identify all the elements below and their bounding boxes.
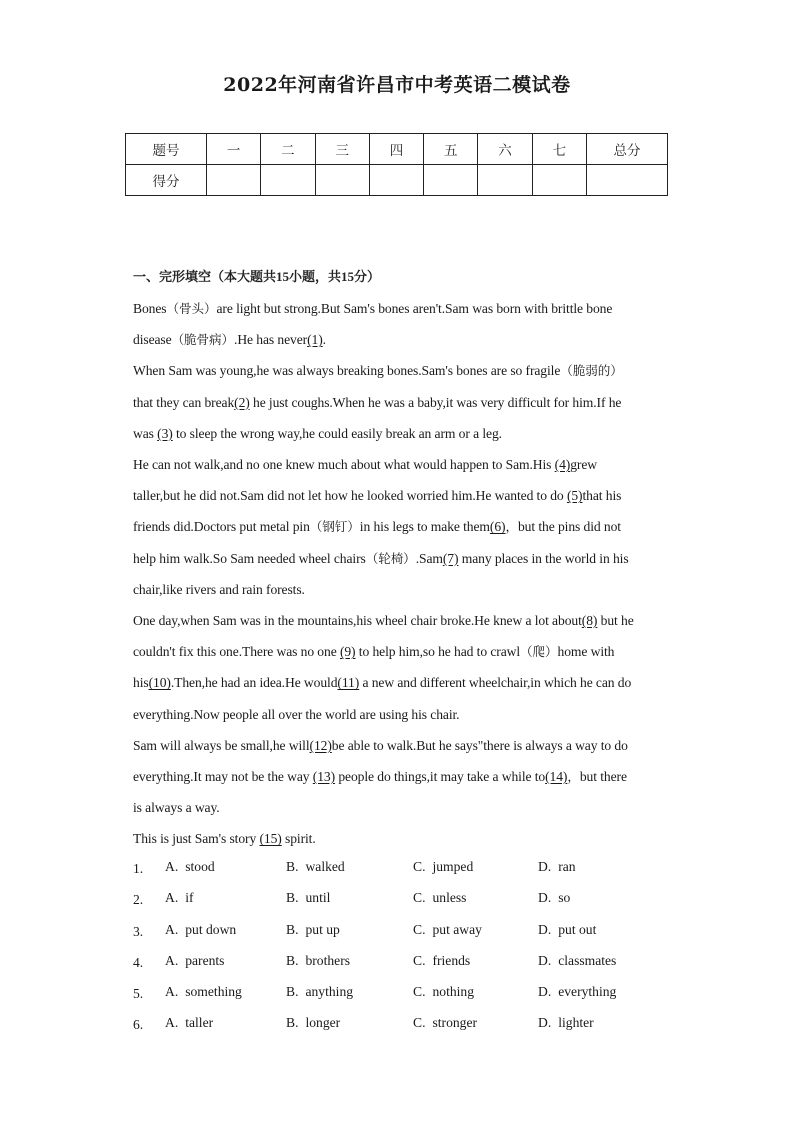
- option-text: unless: [432, 890, 467, 906]
- option-letter: D.: [538, 859, 552, 874]
- passage-line: [133, 761, 663, 792]
- blank-marker: (4): [554, 457, 571, 473]
- score-cell: [587, 165, 668, 196]
- section-question-count: 15: [276, 269, 290, 284]
- question-row: [133, 886, 663, 917]
- option-text: walked: [305, 859, 345, 874]
- passage-text: Sam will always be small,he will: [133, 737, 310, 753]
- passage-line: [133, 418, 663, 449]
- passage-line: [133, 511, 663, 542]
- passage-line: [133, 449, 663, 480]
- score-table: [125, 133, 668, 196]
- answer-option[interactable]: [413, 922, 482, 938]
- section-heading-mid: 小题，共: [289, 270, 342, 285]
- score-row-label: 得分: [126, 165, 207, 196]
- blank-marker: (11): [337, 675, 360, 691]
- option-text: ran: [558, 859, 576, 874]
- option-letter: A.: [165, 921, 179, 937]
- option-text: brothers: [305, 952, 351, 968]
- question-number: 1.: [133, 861, 144, 876]
- blank-marker: (6): [489, 519, 506, 535]
- option-text: everything: [558, 984, 617, 1000]
- passage-line: [133, 293, 663, 324]
- passage-text: disease: [133, 332, 172, 348]
- section-points: 15: [341, 269, 355, 284]
- option-letter: B.: [286, 859, 299, 874]
- passage-text: spirit.: [281, 831, 316, 847]
- passage-text: Bones: [133, 301, 167, 316]
- blank-marker: (13): [312, 769, 336, 785]
- chinese-gloss: ，: [505, 519, 518, 535]
- chinese-gloss: （脆弱的）: [560, 363, 623, 379]
- passage-text: in his legs to make them: [359, 519, 490, 535]
- passage-text: that his: [582, 488, 622, 504]
- cloze-passage: [133, 293, 663, 855]
- option-letter: A.: [165, 859, 179, 874]
- passage-text: are light but strong.But Sam's bones aren't.Sam was born with brittle bone: [216, 301, 613, 316]
- answer-option[interactable]: [165, 953, 224, 969]
- option-letter: A.: [165, 984, 179, 1000]
- passage-text: .Sam: [415, 550, 443, 566]
- section-heading: [133, 266, 380, 285]
- passage-text: everything.Now people all over the world are using his chair.: [133, 706, 460, 722]
- option-letter: C.: [413, 984, 426, 1000]
- option-letter: C.: [413, 921, 426, 937]
- score-cell: [478, 165, 532, 196]
- passage-line: [133, 636, 663, 667]
- option-text: lighter: [558, 1015, 594, 1031]
- passage-text: his: [133, 675, 149, 691]
- passage-text: .Then,he had an idea.He would: [170, 675, 338, 691]
- passage-text: friends did.Doctors put metal pin: [133, 519, 310, 535]
- score-header-cell: 题号: [126, 134, 207, 165]
- option-letter: A.: [165, 890, 179, 906]
- chinese-gloss: （钢钉）: [309, 519, 360, 535]
- option-letter: D.: [538, 1015, 552, 1031]
- option-text: anything: [305, 984, 354, 1000]
- question-row: [133, 918, 663, 949]
- answer-option[interactable]: [413, 859, 473, 875]
- blank-marker: (15): [259, 831, 282, 847]
- passage-line: [133, 480, 663, 511]
- score-header-cell: 二: [261, 134, 315, 165]
- passage-text: home with: [557, 644, 615, 660]
- answer-option[interactable]: [165, 859, 215, 875]
- option-text: put down: [185, 921, 237, 937]
- option-text: put away: [432, 921, 482, 937]
- chinese-gloss: （骨头）: [166, 301, 217, 316]
- option-text: so: [558, 890, 571, 906]
- passage-text: he just coughs.When he was a baby,it was very difficult for him.If he: [249, 394, 622, 410]
- passage-text: many places in the world in his: [458, 550, 629, 566]
- option-letter: C.: [413, 952, 426, 968]
- question-row: [133, 980, 663, 1011]
- option-letter: B.: [286, 890, 299, 906]
- blank-marker: (14): [545, 769, 568, 785]
- score-cell: [532, 165, 586, 196]
- score-cell: [261, 165, 315, 196]
- passage-text: but the pins did not: [517, 519, 621, 535]
- blank-marker: (3): [157, 425, 173, 441]
- answer-option[interactable]: [165, 890, 194, 906]
- passage-text: but he: [597, 613, 634, 629]
- passage-line: [133, 543, 663, 574]
- question-number: 2.: [133, 892, 144, 908]
- passage-text: When Sam was young,he was always breaking bones.Sam's bones are so fragile: [133, 363, 561, 379]
- score-header-cell: 五: [424, 134, 478, 165]
- option-text: friends: [432, 952, 471, 968]
- option-text: jumped: [432, 859, 474, 874]
- score-header-cell: 总分: [587, 134, 668, 165]
- passage-line: [133, 355, 663, 386]
- option-letter: B.: [286, 952, 299, 968]
- blank-marker: (5): [566, 488, 583, 504]
- passage-text: grew: [570, 457, 598, 473]
- score-cell: [315, 165, 369, 196]
- question-number: 5.: [133, 986, 144, 1002]
- passage-text: to help him,so he had to crawl: [355, 644, 521, 660]
- option-text: put up: [305, 921, 340, 937]
- option-text: until: [305, 890, 331, 906]
- blank-marker: (9): [339, 644, 356, 660]
- option-letter: C.: [413, 859, 426, 874]
- option-letter: D.: [538, 921, 552, 937]
- option-letter: A.: [165, 1015, 179, 1031]
- passage-line: [133, 699, 663, 730]
- passage-line: [133, 387, 663, 418]
- passage-text: This is just Sam's story: [133, 831, 260, 847]
- passage-text: a new and different wheelchair,in which he can do: [359, 675, 632, 691]
- answer-option[interactable]: [538, 890, 570, 906]
- option-text: classmates: [558, 952, 617, 968]
- score-cell: [369, 165, 423, 196]
- passage-text: .He has never: [234, 332, 308, 348]
- chinese-gloss: （轮椅）: [365, 550, 416, 566]
- answer-option[interactable]: [413, 953, 470, 969]
- answer-option[interactable]: [286, 1015, 340, 1031]
- score-header-cell: 一: [207, 134, 261, 165]
- passage-line: [133, 792, 663, 823]
- answer-option[interactable]: [413, 890, 466, 906]
- passage-text: everything.It may not be the way: [133, 769, 313, 785]
- passage-line: [133, 574, 663, 605]
- section-heading-suffix: 分）: [354, 270, 381, 285]
- option-letter: B.: [286, 984, 299, 1000]
- blank-marker: (12): [309, 737, 332, 753]
- passage-line: [133, 605, 663, 636]
- passage-text: He can not walk,and no one knew much about what would happen to Sam.His: [133, 457, 555, 473]
- answer-option[interactable]: [165, 1015, 213, 1031]
- blank-marker: (2): [234, 394, 250, 410]
- option-text: parents: [185, 952, 225, 968]
- answer-option[interactable]: [286, 953, 350, 969]
- passage-text: .: [322, 332, 326, 348]
- question-list: [133, 855, 663, 1043]
- score-table-score-row: [126, 165, 668, 196]
- answer-option[interactable]: [286, 984, 353, 1000]
- passage-text: is always a way.: [133, 800, 220, 816]
- answer-option[interactable]: [286, 890, 330, 906]
- option-letter: C.: [413, 890, 426, 906]
- answer-option[interactable]: [538, 984, 616, 1000]
- passage-text: people do things,it may take a while to: [335, 769, 546, 785]
- option-letter: D.: [538, 984, 552, 1000]
- blank-marker: (10): [148, 675, 171, 691]
- page-title: 2022年河南省许昌市中考英语二模试卷: [223, 74, 571, 96]
- question-row: [133, 1011, 663, 1042]
- passage-line: [133, 667, 663, 698]
- answer-option[interactable]: [538, 953, 616, 969]
- answer-option[interactable]: [165, 922, 236, 938]
- chinese-gloss: （脆骨病）: [171, 332, 235, 348]
- question-number: 4.: [133, 954, 144, 970]
- blank-marker: (1): [307, 332, 323, 348]
- passage-text: One day,when Sam was in the mountains,his wheel chair broke.He knew a lot about: [133, 613, 582, 629]
- passage-line: [133, 730, 663, 761]
- option-text: taller: [185, 1015, 214, 1031]
- option-text: longer: [305, 1015, 341, 1031]
- passage-text: that they can break: [133, 394, 235, 410]
- question-row: [133, 949, 663, 980]
- answer-option[interactable]: [165, 984, 242, 1000]
- score-cell: [424, 165, 478, 196]
- option-text: nothing: [432, 984, 475, 1000]
- score-cell: [207, 165, 261, 196]
- option-letter: C.: [413, 1015, 426, 1031]
- option-text: stronger: [432, 1015, 478, 1031]
- score-header-cell: 七: [532, 134, 586, 165]
- answer-option[interactable]: [286, 859, 345, 875]
- blank-marker: (8): [581, 613, 598, 629]
- passage-text: but there: [579, 769, 627, 785]
- score-header-cell: 六: [478, 134, 532, 165]
- answer-option[interactable]: [538, 922, 596, 938]
- answer-option[interactable]: [286, 922, 340, 938]
- passage-text: was: [133, 425, 158, 441]
- passage-text: taller,but he did not.Sam did not let how he looked worried him.He wanted to do: [133, 488, 567, 504]
- answer-option[interactable]: [538, 1015, 594, 1031]
- passage-line: [133, 324, 663, 355]
- chinese-gloss: ，: [567, 769, 580, 785]
- option-text: something: [185, 984, 242, 1000]
- section-heading-prefix: 一、完形填空（本大题共: [133, 270, 277, 285]
- option-letter: A.: [165, 952, 179, 968]
- question-number: 6.: [133, 1017, 144, 1033]
- question-number: 3.: [133, 923, 144, 939]
- passage-text: couldn't fix this one.There was no one: [133, 644, 340, 660]
- option-letter: D.: [538, 890, 552, 906]
- chinese-gloss: （爬）: [520, 644, 558, 660]
- score-header-cell: 四: [369, 134, 423, 165]
- passage-text: be able to walk.But he says"there is always a way to do: [331, 737, 628, 753]
- option-text: put out: [558, 921, 597, 937]
- score-header-cell: 三: [315, 134, 369, 165]
- option-text: stood: [185, 859, 215, 874]
- passage-line: [133, 823, 663, 854]
- blank-marker: (7): [442, 550, 459, 566]
- answer-option[interactable]: [538, 859, 576, 875]
- answer-option[interactable]: [413, 984, 474, 1000]
- passage-text: chair,like rivers and rain forests.: [133, 581, 305, 597]
- option-letter: B.: [286, 1015, 299, 1031]
- answer-option[interactable]: [413, 1015, 477, 1031]
- score-table-header-row: [126, 134, 668, 165]
- question-row: [133, 855, 663, 886]
- passage-text: help him walk.So Sam needed wheel chairs: [133, 550, 366, 566]
- option-text: if: [185, 890, 194, 906]
- passage-text: to sleep the wrong way,he could easily break an arm or a leg.: [172, 425, 502, 441]
- option-letter: B.: [286, 921, 299, 937]
- option-letter: D.: [538, 952, 552, 968]
